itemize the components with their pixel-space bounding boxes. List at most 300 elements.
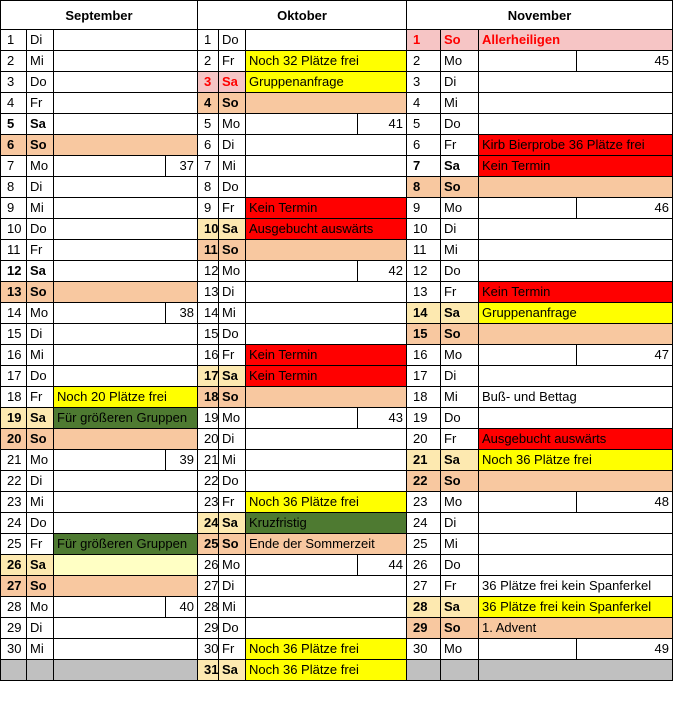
day-number: 28 [198, 597, 219, 618]
weekday: Sa [219, 366, 246, 387]
table-row [0, 513, 673, 534]
empty-cell [27, 660, 54, 681]
day-number: 4 [0, 93, 27, 114]
empty-cell [479, 660, 673, 681]
weekday: Mo [27, 303, 54, 324]
note-cell: Kein Termin [246, 366, 407, 387]
table-row [0, 534, 673, 555]
table-row [0, 387, 673, 408]
note-cell [246, 135, 407, 156]
table-row [0, 366, 673, 387]
note-cell [479, 534, 673, 555]
note-cell [246, 408, 358, 429]
weekday: Di [27, 30, 54, 51]
weekday: So [219, 534, 246, 555]
day-number: 30 [0, 639, 27, 660]
note-cell [246, 429, 407, 450]
day-number: 15 [0, 324, 27, 345]
table-row [0, 198, 673, 219]
weekday: Fr [219, 639, 246, 660]
note-cell [479, 72, 673, 93]
note-cell [54, 135, 198, 156]
day-number: 14 [407, 303, 441, 324]
weekday: Di [27, 618, 54, 639]
note-cell: Für größeren Gruppen [54, 408, 198, 429]
note-cell: Noch 36 Plätze frei [479, 450, 673, 471]
day-number: 19 [407, 408, 441, 429]
day-number: 10 [407, 219, 441, 240]
day-number: 28 [0, 597, 27, 618]
weekday: Sa [27, 408, 54, 429]
day-number: 11 [0, 240, 27, 261]
note-cell [246, 387, 407, 408]
weekday: Mo [27, 156, 54, 177]
note-cell [54, 576, 198, 597]
day-number: 8 [0, 177, 27, 198]
weekday: Mi [27, 639, 54, 660]
day-number: 26 [198, 555, 219, 576]
day-number: 9 [198, 198, 219, 219]
note-cell [479, 51, 577, 72]
day-number: 22 [0, 471, 27, 492]
note-cell [54, 72, 198, 93]
weekday: Mi [441, 240, 479, 261]
weekday: Mi [27, 345, 54, 366]
weekday: Sa [219, 660, 246, 681]
note-cell: Noch 20 Plätze frei [54, 387, 198, 408]
week-number: 42 [358, 261, 407, 282]
note-cell [54, 555, 198, 576]
week-number: 49 [577, 639, 673, 660]
day-number: 8 [198, 177, 219, 198]
day-number: 3 [0, 72, 27, 93]
note-cell [479, 240, 673, 261]
weekday: Di [441, 513, 479, 534]
day-number: 17 [0, 366, 27, 387]
note-cell [54, 30, 198, 51]
weekday: Di [219, 429, 246, 450]
day-number: 13 [0, 282, 27, 303]
weekday: Sa [27, 555, 54, 576]
day-number: 21 [407, 450, 441, 471]
table-row [0, 660, 673, 681]
weekday: Mo [441, 492, 479, 513]
note-cell [54, 282, 198, 303]
day-number: 9 [0, 198, 27, 219]
day-number: 18 [0, 387, 27, 408]
table-row [0, 303, 673, 324]
note-cell [246, 471, 407, 492]
day-number: 13 [198, 282, 219, 303]
weekday: Mi [27, 51, 54, 72]
day-number: 3 [198, 72, 219, 93]
day-number: 24 [407, 513, 441, 534]
note-cell: Ausgebucht auswärts [246, 219, 407, 240]
day-number: 23 [198, 492, 219, 513]
week-number: 38 [166, 303, 198, 324]
day-number: 13 [407, 282, 441, 303]
note-cell [246, 156, 407, 177]
weekday: Do [219, 30, 246, 51]
note-cell [54, 51, 198, 72]
day-number: 26 [407, 555, 441, 576]
table-row [0, 345, 673, 366]
weekday: Mo [441, 639, 479, 660]
note-cell: Gruppenanfrage [246, 72, 407, 93]
weekday: Sa [27, 261, 54, 282]
weekday: Do [219, 618, 246, 639]
note-cell [479, 198, 577, 219]
weekday: So [27, 429, 54, 450]
weekday: Sa [219, 513, 246, 534]
day-number: 6 [0, 135, 27, 156]
weekday: Do [441, 408, 479, 429]
day-number: 21 [0, 450, 27, 471]
weekday: Di [441, 72, 479, 93]
weekday: So [27, 282, 54, 303]
note-cell [54, 114, 198, 135]
weekday: Do [441, 114, 479, 135]
note-cell [54, 93, 198, 114]
day-number: 8 [407, 177, 441, 198]
table-row [0, 282, 673, 303]
day-number: 10 [198, 219, 219, 240]
note-cell: Ende der Sommerzeit [246, 534, 407, 555]
weekday: So [219, 93, 246, 114]
note-cell: Für größeren Gruppen [54, 534, 198, 555]
weekday: Mi [219, 156, 246, 177]
note-cell [54, 639, 198, 660]
note-cell: Gruppenanfrage [479, 303, 673, 324]
weekday: Do [27, 219, 54, 240]
day-number: 2 [198, 51, 219, 72]
table-row [0, 576, 673, 597]
day-number: 4 [198, 93, 219, 114]
day-number: 2 [0, 51, 27, 72]
note-cell [479, 555, 673, 576]
day-number: 25 [407, 534, 441, 555]
weekday: Mo [219, 261, 246, 282]
note-cell [479, 408, 673, 429]
note-cell: Noch 36 Plätze frei [246, 492, 407, 513]
note-cell [479, 366, 673, 387]
month-header: September [0, 0, 198, 30]
note-cell: Kirb Bierprobe 36 Plätze frei [479, 135, 673, 156]
note-cell [246, 324, 407, 345]
note-cell [54, 219, 198, 240]
weekday: Mo [219, 555, 246, 576]
weekday: Sa [27, 114, 54, 135]
day-number: 25 [0, 534, 27, 555]
day-number: 23 [0, 492, 27, 513]
weekday: Mo [441, 198, 479, 219]
note-cell [54, 345, 198, 366]
day-number: 15 [198, 324, 219, 345]
note-cell [479, 93, 673, 114]
weekday: Mi [441, 93, 479, 114]
weekday: So [441, 177, 479, 198]
note-cell: Kein Termin [246, 345, 407, 366]
note-cell [246, 93, 407, 114]
note-cell [54, 429, 198, 450]
day-number: 6 [198, 135, 219, 156]
table-row [0, 618, 673, 639]
day-number: 6 [407, 135, 441, 156]
table-row [0, 555, 673, 576]
empty-cell [0, 660, 27, 681]
day-number: 12 [0, 261, 27, 282]
day-number: 5 [198, 114, 219, 135]
table-row [0, 408, 673, 429]
day-number: 12 [198, 261, 219, 282]
note-cell [479, 492, 577, 513]
note-cell: Noch 36 Plätze frei [246, 660, 407, 681]
weekday: So [219, 387, 246, 408]
table-row [0, 261, 673, 282]
day-number: 4 [407, 93, 441, 114]
note-cell: 36 Plätze frei kein Spanferkel [479, 597, 673, 618]
table-row [0, 240, 673, 261]
note-cell [246, 303, 407, 324]
day-number: 10 [0, 219, 27, 240]
note-cell: Kruzfristig [246, 513, 407, 534]
weekday: Fr [441, 282, 479, 303]
week-number: 37 [166, 156, 198, 177]
note-cell [246, 114, 358, 135]
note-cell [54, 471, 198, 492]
weekday: So [441, 618, 479, 639]
weekday: Do [219, 177, 246, 198]
weekday: So [441, 471, 479, 492]
weekday: Mi [27, 198, 54, 219]
note-cell [479, 513, 673, 534]
day-number: 18 [198, 387, 219, 408]
note-cell [479, 219, 673, 240]
note-cell [54, 198, 198, 219]
weekday: So [219, 240, 246, 261]
day-number: 7 [407, 156, 441, 177]
week-number: 44 [358, 555, 407, 576]
weekday: Do [27, 366, 54, 387]
day-number: 29 [198, 618, 219, 639]
table-row [0, 471, 673, 492]
day-number: 11 [198, 240, 219, 261]
weekday: Fr [219, 51, 246, 72]
week-number: 48 [577, 492, 673, 513]
day-number: 16 [0, 345, 27, 366]
day-number: 1 [198, 30, 219, 51]
day-number: 20 [407, 429, 441, 450]
note-cell: Noch 36 Plätze frei [246, 639, 407, 660]
weekday: Mi [219, 597, 246, 618]
weekday: So [441, 30, 479, 51]
note-cell [54, 240, 198, 261]
day-number: 5 [407, 114, 441, 135]
table-row [0, 114, 673, 135]
table-row [0, 219, 673, 240]
table-row [0, 177, 673, 198]
table-row [0, 135, 673, 156]
note-cell [246, 618, 407, 639]
day-number: 27 [0, 576, 27, 597]
note-cell [54, 156, 166, 177]
note-cell [246, 282, 407, 303]
weekday: Di [219, 282, 246, 303]
header-row [0, 0, 673, 21]
weekday: Do [27, 72, 54, 93]
weekday: Mo [219, 114, 246, 135]
day-number: 17 [198, 366, 219, 387]
day-number: 12 [407, 261, 441, 282]
empty-cell [407, 660, 441, 681]
day-number: 15 [407, 324, 441, 345]
day-number: 7 [198, 156, 219, 177]
note-cell [54, 366, 198, 387]
day-number: 26 [0, 555, 27, 576]
day-number: 24 [198, 513, 219, 534]
weekday: Di [27, 177, 54, 198]
day-number: 19 [198, 408, 219, 429]
note-cell [54, 303, 166, 324]
weekday: Fr [441, 429, 479, 450]
table-row [0, 492, 673, 513]
weekday: Fr [441, 135, 479, 156]
weekday: Mi [441, 387, 479, 408]
note-cell [246, 30, 407, 51]
day-number: 27 [198, 576, 219, 597]
table-row [0, 429, 673, 450]
note-cell: Noch 32 Plätze frei [246, 51, 407, 72]
day-number: 2 [407, 51, 441, 72]
day-number: 1 [407, 30, 441, 51]
note-cell: Kein Termin [479, 282, 673, 303]
month-header: Oktober [198, 0, 407, 30]
day-number: 1 [0, 30, 27, 51]
week-number: 40 [166, 597, 198, 618]
note-cell: Ausgebucht auswärts [479, 429, 673, 450]
day-number: 11 [407, 240, 441, 261]
week-number: 43 [358, 408, 407, 429]
day-number: 22 [407, 471, 441, 492]
note-cell [54, 324, 198, 345]
weekday: Di [441, 219, 479, 240]
day-number: 14 [198, 303, 219, 324]
day-number: 28 [407, 597, 441, 618]
weekday: Sa [441, 597, 479, 618]
table-row [0, 156, 673, 177]
note-cell [246, 555, 358, 576]
day-number: 18 [407, 387, 441, 408]
weekday: Mi [219, 303, 246, 324]
weekday: Sa [441, 450, 479, 471]
weekday: Mo [27, 450, 54, 471]
note-cell [246, 261, 358, 282]
note-cell: Kein Termin [246, 198, 407, 219]
weekday: Fr [219, 345, 246, 366]
note-cell [479, 261, 673, 282]
day-number: 22 [198, 471, 219, 492]
weekday: Di [441, 366, 479, 387]
weekday: Di [219, 135, 246, 156]
weekday: Do [219, 471, 246, 492]
table-row [0, 93, 673, 114]
note-cell [479, 471, 673, 492]
day-number: 20 [198, 429, 219, 450]
note-cell [54, 177, 198, 198]
day-number: 16 [198, 345, 219, 366]
empty-cell [441, 660, 479, 681]
table-row [0, 450, 673, 471]
note-cell: Kein Termin [479, 156, 673, 177]
note-cell [54, 261, 198, 282]
note-cell [54, 513, 198, 534]
weekday: Mo [441, 51, 479, 72]
table-row [0, 51, 673, 72]
note-cell [479, 324, 673, 345]
note-cell: Allerheiligen [479, 30, 673, 51]
weekday: Mo [27, 597, 54, 618]
weekday: Sa [441, 303, 479, 324]
note-cell [246, 177, 407, 198]
weekday: Fr [27, 93, 54, 114]
weekday: Sa [219, 72, 246, 93]
note-cell [246, 450, 407, 471]
weekday: Fr [219, 492, 246, 513]
table-row [0, 597, 673, 618]
weekday: So [27, 576, 54, 597]
weekday: Fr [27, 240, 54, 261]
day-number: 30 [198, 639, 219, 660]
note-cell: 36 Plätze frei kein Spanferkel [479, 576, 673, 597]
note-cell [246, 597, 407, 618]
weekday: Fr [27, 534, 54, 555]
note-cell [479, 345, 577, 366]
weekday: Sa [441, 156, 479, 177]
weekday: Do [219, 324, 246, 345]
day-number: 7 [0, 156, 27, 177]
weekday: Fr [219, 198, 246, 219]
day-number: 19 [0, 408, 27, 429]
day-number: 30 [407, 639, 441, 660]
note-cell [246, 576, 407, 597]
weekday: Mo [219, 408, 246, 429]
week-number: 45 [577, 51, 673, 72]
table-row [0, 324, 673, 345]
day-number: 3 [407, 72, 441, 93]
day-number: 21 [198, 450, 219, 471]
weekday: So [441, 324, 479, 345]
note-cell [54, 597, 166, 618]
week-number: 46 [577, 198, 673, 219]
day-number: 31 [198, 660, 219, 681]
weekday: Do [27, 513, 54, 534]
table-row [0, 72, 673, 93]
day-number: 29 [407, 618, 441, 639]
note-cell [54, 618, 198, 639]
weekday: Mi [27, 492, 54, 513]
day-number: 20 [0, 429, 27, 450]
day-number: 27 [407, 576, 441, 597]
weekday: Sa [219, 219, 246, 240]
note-cell: 1. Advent [479, 618, 673, 639]
weekday: Do [441, 261, 479, 282]
day-number: 25 [198, 534, 219, 555]
week-number: 47 [577, 345, 673, 366]
table-row [0, 639, 673, 660]
day-number: 17 [407, 366, 441, 387]
weekday: Mi [219, 450, 246, 471]
weekday: Di [27, 324, 54, 345]
